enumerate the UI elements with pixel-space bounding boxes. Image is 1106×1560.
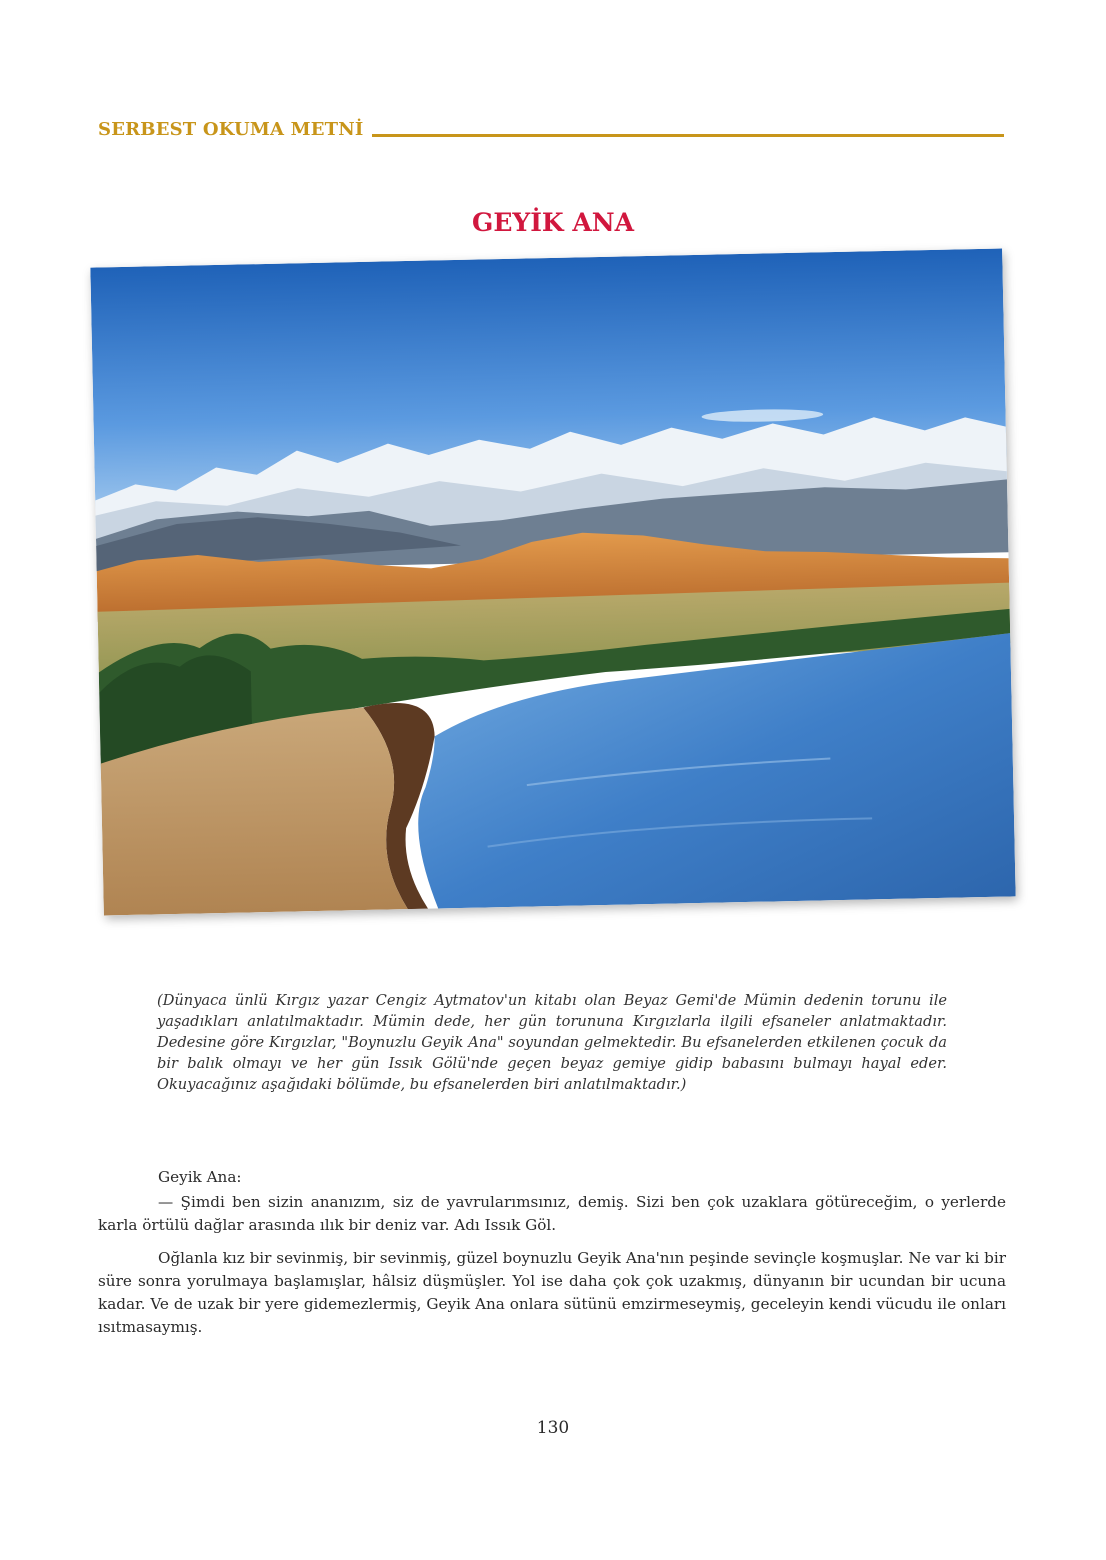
speaker-line: Geyik Ana: — [158, 1168, 242, 1186]
section-rule — [372, 134, 1004, 137]
paragraph-1: — Şimdi ben sizin ananızım, siz de yavrularımsınız, demiş. Sizi ben çok uzaklara götüreceğim, o yerlerde karla örtülü dağlar arasında ılık bir deniz var. Adı Issık Göl. — [98, 1193, 1006, 1234]
lake-mountain-illustration — [90, 249, 1015, 916]
landscape-photo — [90, 249, 1015, 916]
story-body — [98, 1166, 1006, 1349]
story-title: GEYİK ANA — [471, 208, 635, 237]
intro-paragraph: (Dünyaca ünlü Kırgız yazar Cengiz Aytmatov'un kitabı olan Beyaz Gemi'de Mümin dedenin torunu ile yaşadıkları anlatılmaktadır. Mümin dede, her gün torununa Kırgızlarla ilgili efsaneler anlatmaktadır. Dedesine göre Kırgızlar, "Boynuzlu Geyik Ana" soyundan gelmektedir. Bu efsanelerden etkilenen çocuk da bir balık olmayı ve her gün Issık Gölü'nde geçen beyaz gemiye gidip babasını bulmayı hayal eder. Okuyacağınız aşağıdaki bölümde, bu efsanelerden biri anlatılmaktadır.) — [157, 992, 947, 1093]
page-number: 130 — [536, 1418, 570, 1438]
section-label: SERBEST OKUMA METNİ — [98, 119, 364, 140]
section-header — [98, 112, 1004, 140]
paragraph-2: Oğlanla kız bir sevinmiş, bir sevinmiş, güzel boynuzlu Geyik Ana'nın peşinde sevinçle koşmuşlar. Ne var ki bir süre sonra yorulmaya başlamışlar, hâlsiz düşmüşler. Yol ise daha çok çok uzakmış, dünyanın bir ucundan bir ucuna kadar. Ve de uzak bir yere gidemezlermiş, Geyik Ana onlara sütünü emzirmeseymiş, geceleyin kendi vücudu ile onları ısıtmasaymış. — [98, 1249, 1006, 1336]
